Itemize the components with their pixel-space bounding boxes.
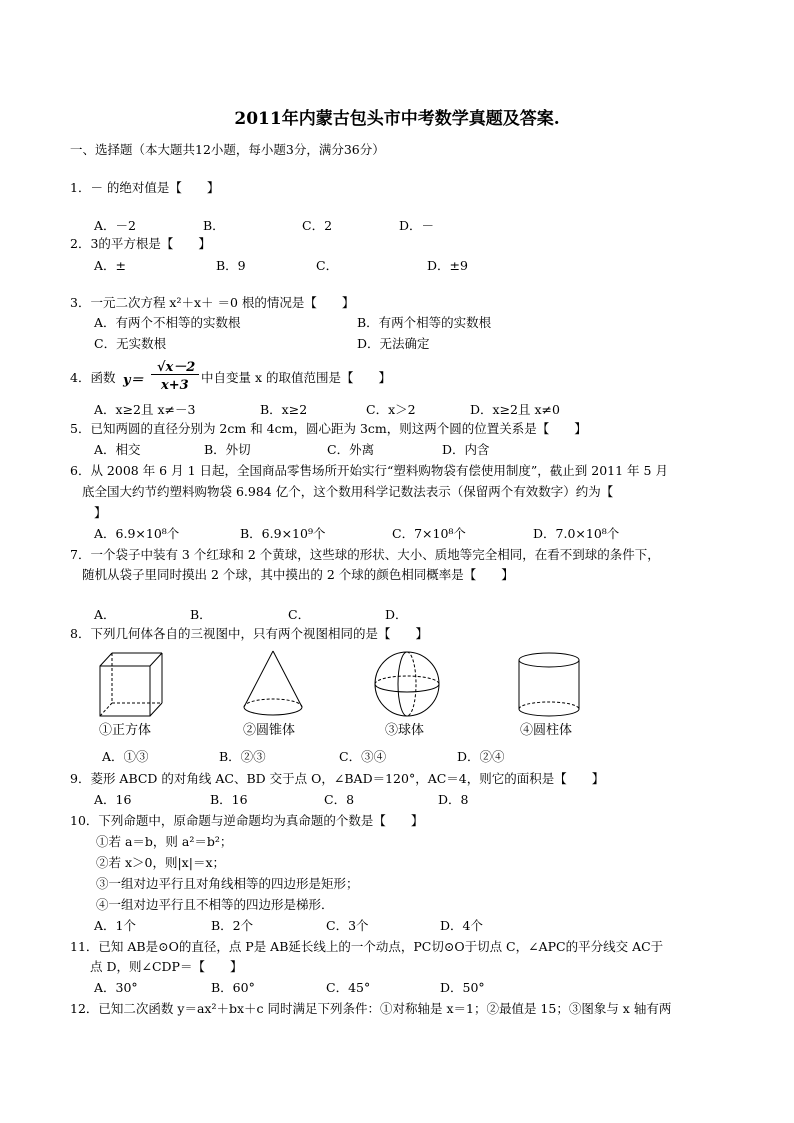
q5-option-d: D．内含 [442, 442, 490, 457]
question-4-suffix: 中自变量 x 的取值范围是【 】 [201, 370, 391, 385]
q1-option-b: B． [203, 218, 225, 233]
q8-option-c: C．③④ [339, 749, 387, 764]
q1-option-c: C．2 [302, 218, 333, 233]
q10-option-b: B．2个 [211, 918, 254, 933]
q5-option-b: B．外切 [204, 442, 251, 457]
cone-figure [240, 649, 306, 717]
q4-option-c: C．x＞2 [366, 402, 416, 417]
q4-function-lhs: y＝ [123, 373, 144, 388]
q11-option-d: D．50° [440, 980, 485, 995]
cylinder-figure [515, 651, 583, 719]
q10-option-c: C．3个 [326, 918, 369, 933]
q6-option-b: B．6.9×10⁹个 [240, 526, 326, 541]
question-12-line-1: 12．已知二次函数 y＝ax²＋bx＋c 同时满足下列条件：①对称轴是 x＝1；②最值是 15；③图象与 x 轴有两 [70, 1001, 672, 1016]
question-6-line-1: 6．从 2008 年 6 月 1 日起，全国商品零售场所开始实行“塑料购物袋有偿使用制度”，截止到 2011 年 5 月 [70, 463, 668, 478]
question-7-line-1: 7．一个袋子中装有 3 个红球和 2 个黄球，这些球的形状、大小、质地等完全相同，在看不到球的条件下， [70, 547, 660, 562]
question-8: 8．下列几何体各自的三视图中，只有两个视图相同的是【 】 [70, 626, 428, 641]
sphere-figure [373, 650, 441, 718]
cube-figure [95, 650, 165, 718]
q7-option-b: B． [190, 607, 212, 622]
page-title: 2011年内蒙古包头市中考数学真题及答案. [234, 109, 560, 129]
q10-statement-2: ②若 x＞0，则|x|＝x； [96, 855, 225, 870]
q8-option-b: B．②③ [219, 749, 266, 764]
q7-option-c: C． [288, 607, 311, 622]
q8-option-d: D．②④ [457, 749, 505, 764]
caption-cube: ①正方体 [99, 723, 152, 738]
q5-option-c: C．外离 [327, 442, 375, 457]
caption-sphere: ③球体 [385, 723, 425, 738]
q3-option-d: D．无法确定 [357, 336, 430, 351]
q8-option-a: A．①③ [102, 749, 149, 764]
question-11-line-1: 11．已知 AB是⊙O的直径，点 P是 AB延长线上的一个动点，PC切⊙O于切点 C，∠APC的平分线交 AC于 [70, 939, 664, 954]
question-4-prefix: 4．函数 [70, 370, 116, 385]
q10-option-a: A．1个 [94, 918, 136, 933]
q2-option-c: C． [316, 258, 339, 273]
q10-statement-3: ③一组对边平行且对角线相等的四边形是矩形； [96, 876, 359, 891]
q4-option-a: A．x≥2且 x≠－3 [94, 402, 196, 417]
q4-denominator: x+3 [161, 378, 189, 393]
q5-option-a: A．相交 [94, 442, 141, 457]
q11-option-c: C．45° [326, 980, 371, 995]
q9-option-c: C．8 [324, 792, 355, 807]
question-9: 9．菱形 ABCD 的对角线 AC、BD 交于点 O，∠BAD＝120°，AC＝4，则它的面积是【 】 [70, 771, 605, 786]
q3-option-a: A．有两个不相等的实数根 [94, 315, 241, 330]
question-2: 2．3的平方根是【 】 [70, 236, 211, 251]
q6-option-d: D．7.0×10⁸个 [533, 526, 620, 541]
question-1: 1．－ 的绝对值是【 】 [70, 180, 220, 195]
question-6-line-3: 】 [94, 505, 107, 520]
question-5: 5．已知两圆的直径分别为 2cm 和 4cm，圆心距为 3cm，则这两个圆的位置关系是【 】 [70, 421, 587, 436]
q9-option-d: D．8 [438, 792, 469, 807]
caption-cone: ②圆锥体 [243, 723, 296, 738]
q4-option-d: D．x≥2且 x≠0 [470, 402, 560, 417]
q9-option-b: B．16 [210, 792, 248, 807]
question-10: 10．下列命题中，原命题与逆命题均为真命题的个数是【 】 [70, 813, 424, 828]
question-7-line-2: 随机从袋子里同时摸出 2 个球，其中摸出的 2 个球的颜色相同概率是【 】 [82, 567, 514, 582]
section-heading: 一、选择题（本大题共12小题，每小题3分，满分36分） [70, 142, 385, 157]
q7-option-d: D． [385, 607, 408, 622]
fraction-bar [151, 374, 199, 375]
q3-option-b: B．有两个相等的实数根 [357, 315, 492, 330]
q9-option-a: A．16 [94, 792, 132, 807]
q2-option-a: A．± [94, 258, 127, 273]
q2-option-d: D．±9 [427, 258, 468, 273]
q2-option-b: B．9 [216, 258, 246, 273]
q7-option-a: A． [94, 607, 116, 622]
q4-option-b: B．x≥2 [260, 402, 308, 417]
q1-option-d: D．－ [399, 218, 435, 233]
q10-statement-4: ④一组对边平行且不相等的四边形是梯形． [96, 897, 334, 912]
q6-option-a: A．6.9×10⁸个 [94, 526, 180, 541]
q11-option-b: B．60° [211, 980, 255, 995]
q4-numerator: √x－2 [157, 360, 196, 375]
q10-option-d: D．4个 [440, 918, 483, 933]
question-3: 3．一元二次方程 x²＋x＋ ＝0 根的情况是【 】 [70, 295, 355, 310]
q11-option-a: A．30° [94, 980, 138, 995]
q10-statement-1: ①若 a＝b，则 a²＝b²； [96, 834, 233, 849]
q1-option-a: A．－2 [94, 218, 136, 233]
q3-option-c: C．无实数根 [94, 336, 167, 351]
question-11-line-2: 点 D，则∠CDP＝【 】 [90, 959, 243, 974]
question-6-line-2: 底全国大约节约塑料购物袋 6.984 亿个，这个数用科学记数法表示（保留两个有效数字）约为【 [82, 484, 614, 499]
caption-cylinder: ④圆柱体 [520, 723, 573, 738]
q6-option-c: C．7×10⁸个 [392, 526, 466, 541]
